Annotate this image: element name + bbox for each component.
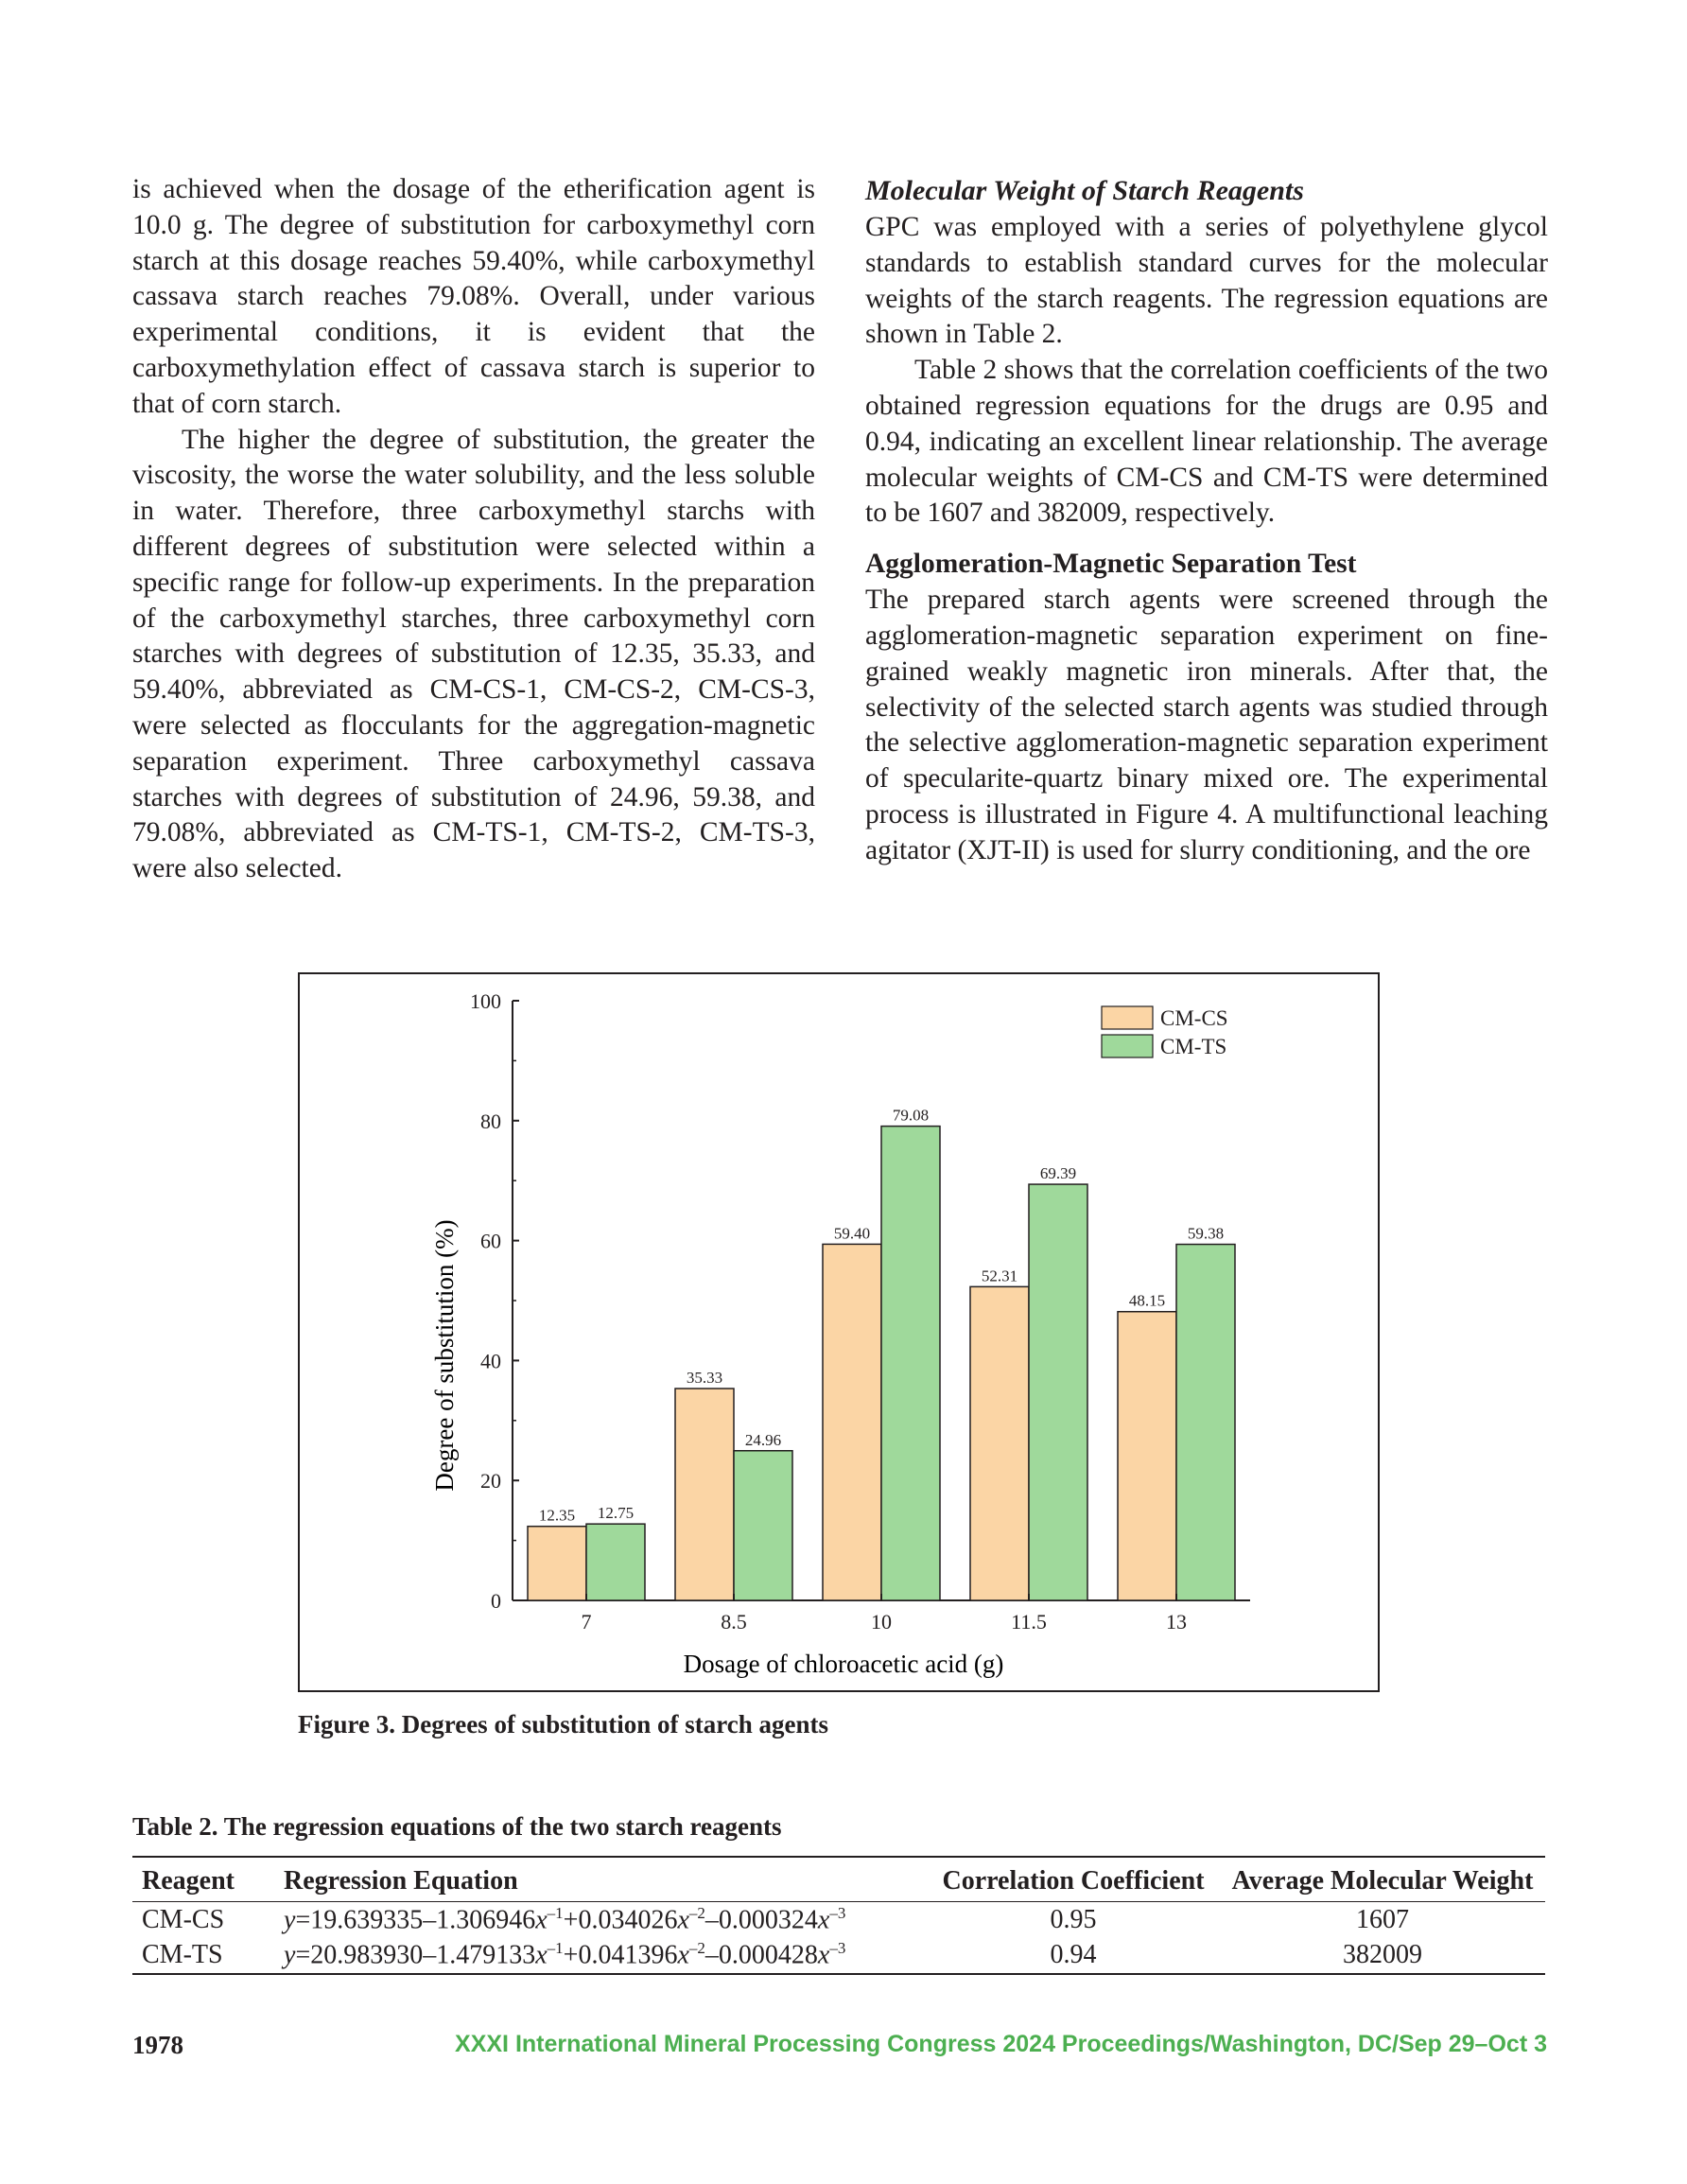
- section-heading-agglomeration: Agglomeration-Magnetic Separation Test: [865, 549, 1357, 580]
- bar-value-label: 24.96: [744, 1430, 782, 1449]
- cell-weight: 382009: [1343, 1939, 1422, 1969]
- bar-cm-cs: [823, 1244, 881, 1600]
- bar-chart: [300, 974, 1378, 1690]
- cell-equation: $y=20.983930-1.479133x^{-1}+0.041396x^{-2}-0.000428x^{-3}$: [284, 1939, 846, 1970]
- bar-value-label: 69.39: [1039, 1164, 1077, 1183]
- bar-cm-ts: [881, 1127, 940, 1600]
- legend-swatch-cm-cs: [1102, 1006, 1153, 1029]
- x-tick-label: 11.5: [1011, 1610, 1047, 1634]
- cell-coefficient: 0.95: [1050, 1904, 1097, 1934]
- header-average-molecular-weight: Average Molecular Weight: [1231, 1866, 1534, 1896]
- header-reagent: Reagent: [142, 1866, 235, 1896]
- bar-cm-ts: [1176, 1245, 1235, 1600]
- y-tick-label: 40: [480, 1349, 501, 1373]
- bar-value-label: 59.40: [833, 1224, 871, 1243]
- table-row: [132, 1937, 1545, 1973]
- x-tick-label: 7: [581, 1610, 592, 1634]
- figure-caption: Figure 3. Degrees of substitution of starch agents: [298, 1710, 828, 1738]
- y-axis-label: Degree of substitution (%): [430, 1219, 459, 1492]
- bar-value-label: 12.35: [538, 1506, 576, 1525]
- bar-value-label: 79.08: [892, 1106, 930, 1125]
- x-axis-label: Dosage of chloroacetic acid (g): [683, 1650, 1004, 1678]
- header-correlation-coefficient: Correlation Coefficient: [942, 1866, 1205, 1896]
- left-paragraph-2: The higher the degree of substitution, the greater the viscosity, the worse the water solubility, and the less soluble in water. Therefore, three carboxymethyl starchs with different degrees of substitution were selected within a specific range for follow-up experiments. In the preparation of the carboxymethyl starches, three carboxymethyl corn starches with degrees of substitution of 12.35, 35.33, and 59.40%, abbreviated as CM-CS-1, CM-CS-2, CM-CS-3, were selected as flocculants for the aggregation-magnetic separation experiment. Three carboxymethyl cassava starches with degrees of substitution of 24.96, 59.38, and 79.08%, abbreviated as CM-TS-1, CM-TS-2, CM-TS-3, were also selected.: [132, 424, 815, 884]
- bar-cm-ts: [734, 1451, 792, 1600]
- x-tick-label: 10: [871, 1610, 892, 1634]
- page-number: 1978: [132, 2031, 183, 2059]
- figure-3: [298, 972, 1380, 1692]
- right-paragraph-1: GPC was employed with a series of polyethylene glycol standards to establish standard curves for the molecular weights of the starch reagents. The regression equations are shown in Table 2.: [865, 212, 1548, 350]
- regression-table: [132, 1856, 1545, 1975]
- bar-cm-ts: [1029, 1184, 1087, 1600]
- bar-cm-cs: [528, 1527, 586, 1600]
- y-tick-label: 80: [480, 1109, 501, 1133]
- chart-bars: [528, 1127, 1235, 1600]
- table-row: [132, 1902, 1545, 1938]
- bar-cm-cs: [675, 1389, 734, 1600]
- table-header-row: [132, 1857, 1545, 1902]
- bar-cm-ts: [586, 1524, 645, 1600]
- bar-value-label: 48.15: [1128, 1291, 1166, 1310]
- left-column: [132, 172, 815, 887]
- legend-swatch-cm-ts: [1102, 1035, 1153, 1057]
- right-column: [865, 172, 1548, 869]
- y-tick-label: 0: [491, 1589, 501, 1613]
- legend-label: CM-TS: [1160, 1035, 1227, 1058]
- bar-value-label: 35.33: [686, 1369, 723, 1388]
- right-paragraph-3: The prepared starch agents were screened through the agglomeration-magnetic separation experiment on fine-grained weakly magnetic iron minerals. After that, the selectivity of the selected starch agents was studied through the selective agglomeration-magnetic separation experiment of specularite-quartz binary mixed ore. The experimental process is illustrated in Figure 4. A multifunctional leaching agitator (XJT-II) is used for slurry conditioning, and the ore: [865, 585, 1548, 865]
- table-title: Table 2. The regression equations of the two starch reagents: [132, 1812, 782, 1841]
- cell-reagent: CM-TS: [142, 1939, 223, 1969]
- bar-cm-cs: [970, 1286, 1029, 1600]
- chart-legend: [1102, 1006, 1228, 1058]
- cell-reagent: CM-CS: [142, 1904, 225, 1934]
- right-paragraph-2: Table 2 shows that the correlation coefficients of the two obtained regression equations for the drugs are 0.95 and 0.94, indicating an excellent linear relationship. The average molecular weights of CM-CS and CM-TS were determined to be 1607 and 382009, respectively.: [865, 355, 1548, 529]
- x-tick-label: 13: [1166, 1610, 1187, 1634]
- cell-equation: $y=19.639335-1.306946x^{-1}+0.034026x^{-2}-0.000324x^{-3}$: [284, 1904, 846, 1935]
- legend-label: CM-CS: [1160, 1006, 1228, 1030]
- cell-weight: 1607: [1356, 1904, 1409, 1934]
- cell-coefficient: 0.94: [1050, 1939, 1097, 1969]
- y-tick-label: 100: [470, 989, 501, 1013]
- bar-value-label: 59.38: [1187, 1224, 1225, 1243]
- header-regression-equation: Regression Equation: [284, 1866, 518, 1896]
- footer-text: XXXI International Mineral Processing Congress 2024 Proceedings/Washington, DC/Sep 29–Oct 3: [455, 2031, 1547, 2057]
- bar-value-label: 52.31: [981, 1267, 1018, 1285]
- x-tick-label: 8.5: [721, 1610, 747, 1634]
- left-paragraph-1: is achieved when the dosage of the etherification agent is 10.0 g. The degree of substitution for carboxymethyl corn starch at this dosage reaches 59.40%, while carboxymethyl cassava starch reaches 79.08%. Overall, under various experimental conditions, it is evident that the carboxymethylation effect of cassava starch is superior to that of corn starch.: [132, 174, 815, 419]
- bar-cm-cs: [1118, 1312, 1176, 1600]
- bar-value-label: 12.75: [597, 1504, 635, 1523]
- y-tick-label: 60: [480, 1229, 501, 1253]
- y-tick-label: 20: [480, 1469, 501, 1494]
- section-heading-molecular-weight: Molecular Weight of Starch Reagents: [865, 175, 1304, 206]
